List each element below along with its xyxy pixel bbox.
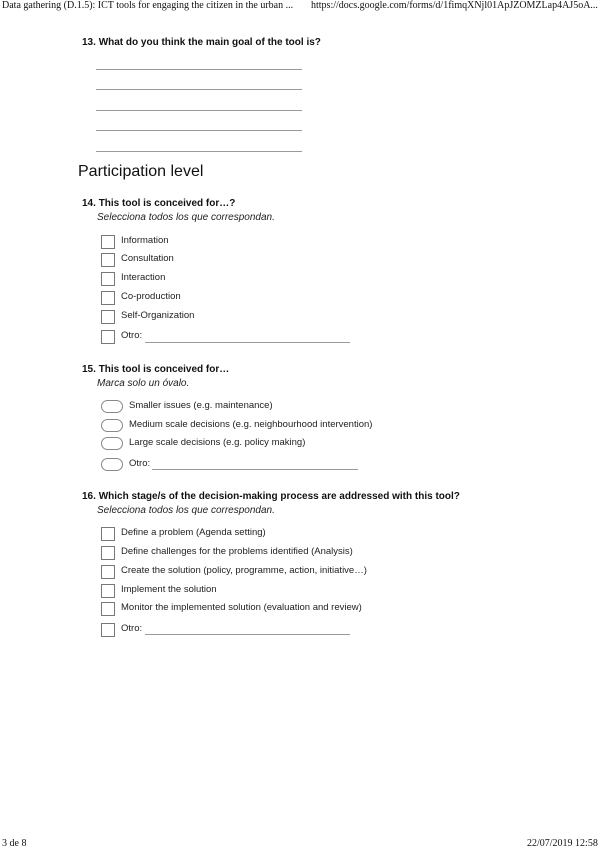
other-text-line[interactable]: [145, 342, 350, 343]
checkbox-option-monitor-solution[interactable]: [0, 602, 601, 616]
checkbox[interactable]: [101, 291, 115, 305]
checkbox-option-interaction[interactable]: [0, 272, 601, 286]
option-label: Information: [121, 235, 169, 246]
answer-line-3[interactable]: [96, 110, 302, 111]
radio-option-medium-scale[interactable]: [0, 419, 601, 433]
checkbox[interactable]: [101, 253, 115, 267]
option-label: Otro:: [121, 623, 143, 634]
option-label: Interaction: [121, 272, 166, 283]
checkbox[interactable]: [101, 272, 115, 286]
section-title: Participation level: [78, 163, 204, 180]
checkbox-option-define-challenges[interactable]: [0, 546, 601, 560]
option-label: Consultation: [121, 253, 174, 264]
checkbox-option-create-solution[interactable]: [0, 565, 601, 579]
option-label: Otro:: [121, 330, 143, 341]
question-13-title: [82, 37, 321, 48]
option-label: Define challenges for the problems identified (Analysis): [121, 546, 353, 557]
header-document-title: Data gathering (D.1.5): ICT tools for engaging the citizen in the urban ...: [2, 0, 294, 11]
question-15-hint: Marca solo un óvalo.: [97, 378, 190, 389]
question-16-title: [82, 491, 460, 502]
option-label: Smaller issues (e.g. maintenance): [129, 400, 273, 411]
question-14-title: [82, 198, 235, 209]
checkbox-option-co-production[interactable]: [0, 291, 601, 305]
question-16-text: Which stage/s of the decision-making process are addressed with this tool?: [98, 491, 460, 502]
option-label: Otro:: [129, 458, 151, 469]
radio-oval[interactable]: [101, 419, 123, 432]
footer-datetime: 22/07/2019 12:58: [527, 838, 598, 849]
radio-oval[interactable]: [101, 437, 123, 450]
header-url: https://docs.google.com/forms/d/1fimqXNjl01ApJZOMZLap4AJ5oA...: [311, 0, 598, 11]
question-14-text: This tool is conceived for…?: [98, 198, 236, 209]
question-15-text: This tool is conceived for…: [98, 364, 230, 375]
option-label: Implement the solution: [121, 584, 217, 595]
other-text-line[interactable]: [152, 469, 358, 470]
checkbox[interactable]: [101, 602, 115, 616]
radio-oval[interactable]: [101, 458, 123, 471]
checkbox[interactable]: [101, 565, 115, 579]
checkbox-option-self-organization[interactable]: [0, 310, 601, 324]
checkbox[interactable]: [101, 623, 115, 637]
option-label: Monitor the implemented solution (evaluation and review): [121, 602, 362, 613]
answer-line-5[interactable]: [96, 151, 302, 152]
checkbox-option-consultation[interactable]: [0, 253, 601, 267]
other-text-line[interactable]: [145, 634, 350, 635]
question-13-text: What do you think the main goal of the tool is?: [98, 37, 321, 48]
checkbox[interactable]: [101, 584, 115, 598]
checkbox[interactable]: [101, 310, 115, 324]
radio-option-large-scale[interactable]: [0, 437, 601, 451]
option-label: Create the solution (policy, programme, action, initiative…): [121, 565, 367, 576]
footer-page-number: 3 de 8: [2, 838, 27, 849]
option-label: Self-Organization: [121, 310, 195, 321]
question-14-hint: Selecciona todos los que correspondan.: [97, 212, 275, 223]
question-15-title: [82, 364, 229, 375]
checkbox[interactable]: [101, 235, 115, 249]
checkbox-option-define-problem[interactable]: [0, 527, 601, 541]
checkbox[interactable]: [101, 546, 115, 560]
option-label: Medium scale decisions (e.g. neighbourhood intervention): [129, 419, 373, 430]
option-label: Co-production: [121, 291, 181, 302]
option-label: Define a problem (Agenda setting): [121, 527, 266, 538]
checkbox[interactable]: [101, 330, 115, 344]
answer-line-1[interactable]: [96, 69, 302, 70]
answer-line-4[interactable]: [96, 130, 302, 131]
checkbox-option-information[interactable]: [0, 235, 601, 249]
question-16-number: 16.: [82, 491, 96, 502]
checkbox-option-implement-solution[interactable]: [0, 584, 601, 598]
option-label: Large scale decisions (e.g. policy making): [129, 437, 306, 448]
question-14-number: 14.: [82, 198, 96, 209]
radio-oval[interactable]: [101, 400, 123, 413]
question-13-number: 13.: [82, 37, 96, 48]
question-15-number: 15.: [82, 364, 96, 375]
radio-option-smaller-issues[interactable]: [0, 400, 601, 414]
answer-line-2[interactable]: [96, 89, 302, 90]
question-16-hint: Selecciona todos los que correspondan.: [97, 505, 275, 516]
checkbox[interactable]: [101, 527, 115, 541]
